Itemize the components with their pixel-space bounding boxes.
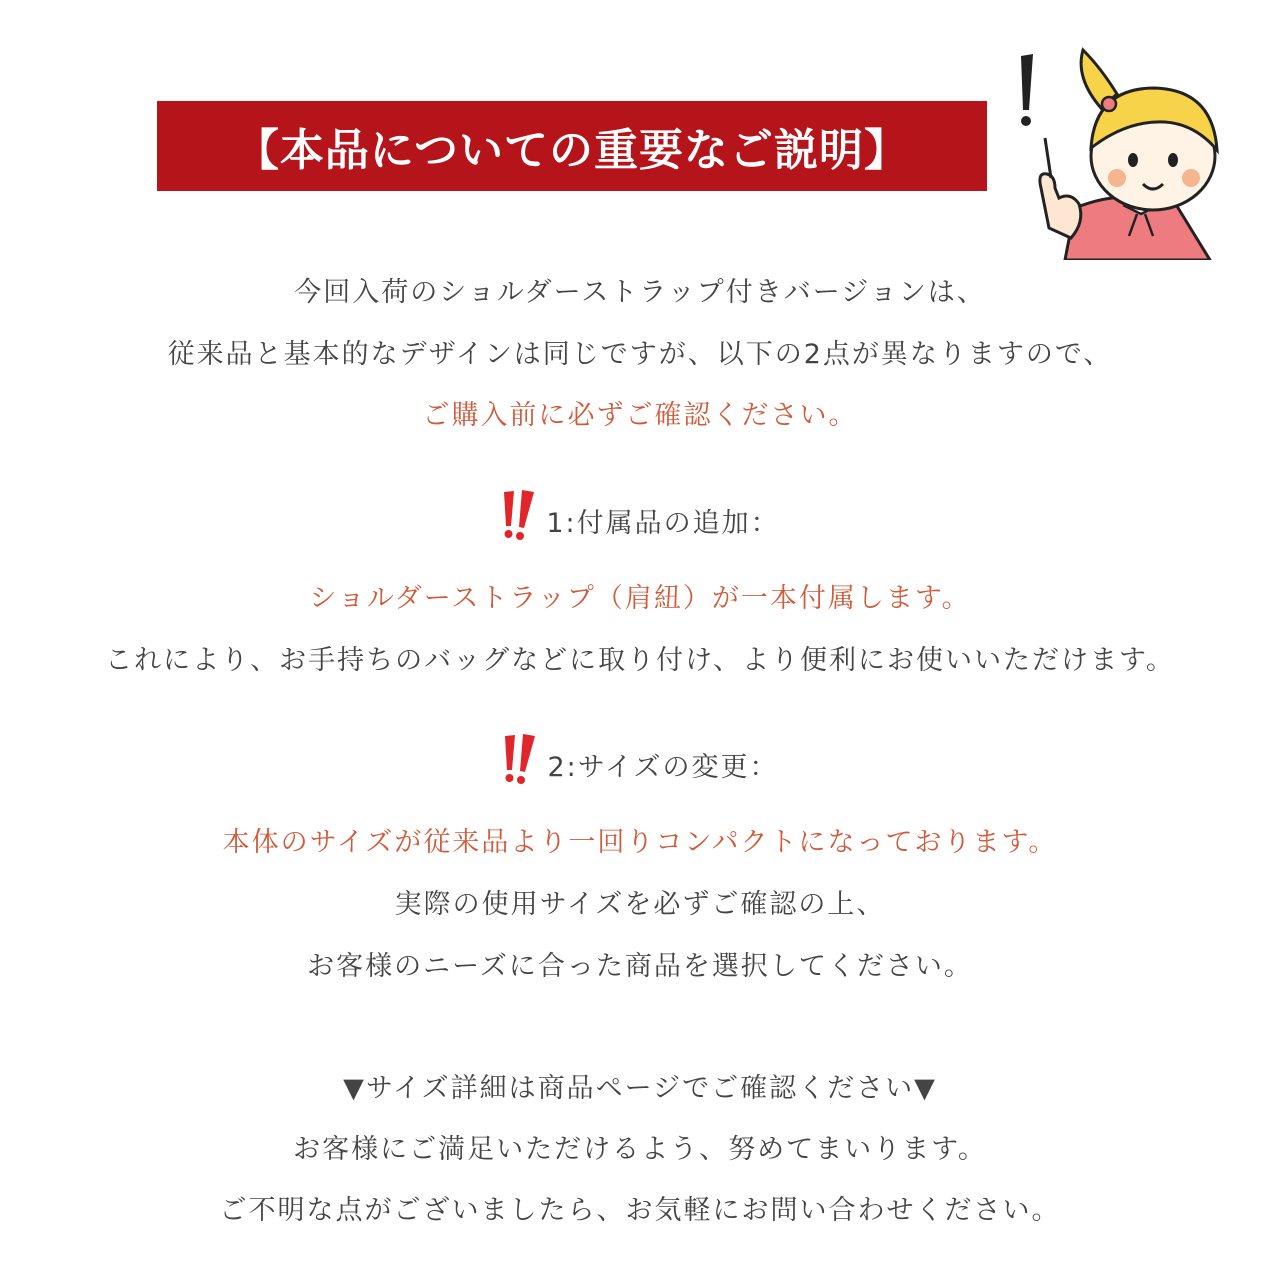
point-2-detail-2: お客様のニーズに合った商品を選択してください。 xyxy=(307,951,973,982)
banner-title: 【本品についての重要なご説明】 xyxy=(234,125,910,176)
point-1-highlight: ショルダーストラップ（肩紐）が一本付属します。 xyxy=(309,583,971,614)
point-2-heading xyxy=(0,732,1280,786)
intro-line-1: 今回入荷のショルダーストラップ付きバージョンは、 xyxy=(294,277,986,308)
intro-line-3-highlight: ご購入前に必ずご確認ください。 xyxy=(422,400,858,431)
double-exclamation-icon xyxy=(501,732,539,786)
point-1-title: 1:付属品の追加： xyxy=(546,508,780,539)
girl-mascot-illustration xyxy=(1005,38,1235,260)
footer-line-2: お客様にご満足いただけるよう、努めてまいります。 xyxy=(293,1134,987,1165)
title-banner xyxy=(157,101,987,191)
footer-size-note: ▼サイズ詳細は商品ページでご確認ください▼ xyxy=(343,1073,937,1104)
intro-line-2: 従来品と基本的なデザインは同じですが、以下の2点が異なりますので、 xyxy=(167,339,1113,370)
point-2-highlight: 本体のサイズが従来品より一回りコンパクトになっております。 xyxy=(222,827,1058,858)
point-2-detail-1: 実際の使用サイズを必ずご確認の上、 xyxy=(394,889,886,920)
point-1-detail: これにより、お手持ちのバッグなどに取り付け、より便利にお使いいただけます。 xyxy=(105,645,1175,676)
footer-line-3: ご不明な点がございましたら、お気軽にお問い合わせください。 xyxy=(219,1195,1061,1226)
point-2-title: 2:サイズの変更： xyxy=(547,752,779,783)
double-exclamation-icon xyxy=(500,488,538,542)
point-1-heading xyxy=(0,488,1280,542)
